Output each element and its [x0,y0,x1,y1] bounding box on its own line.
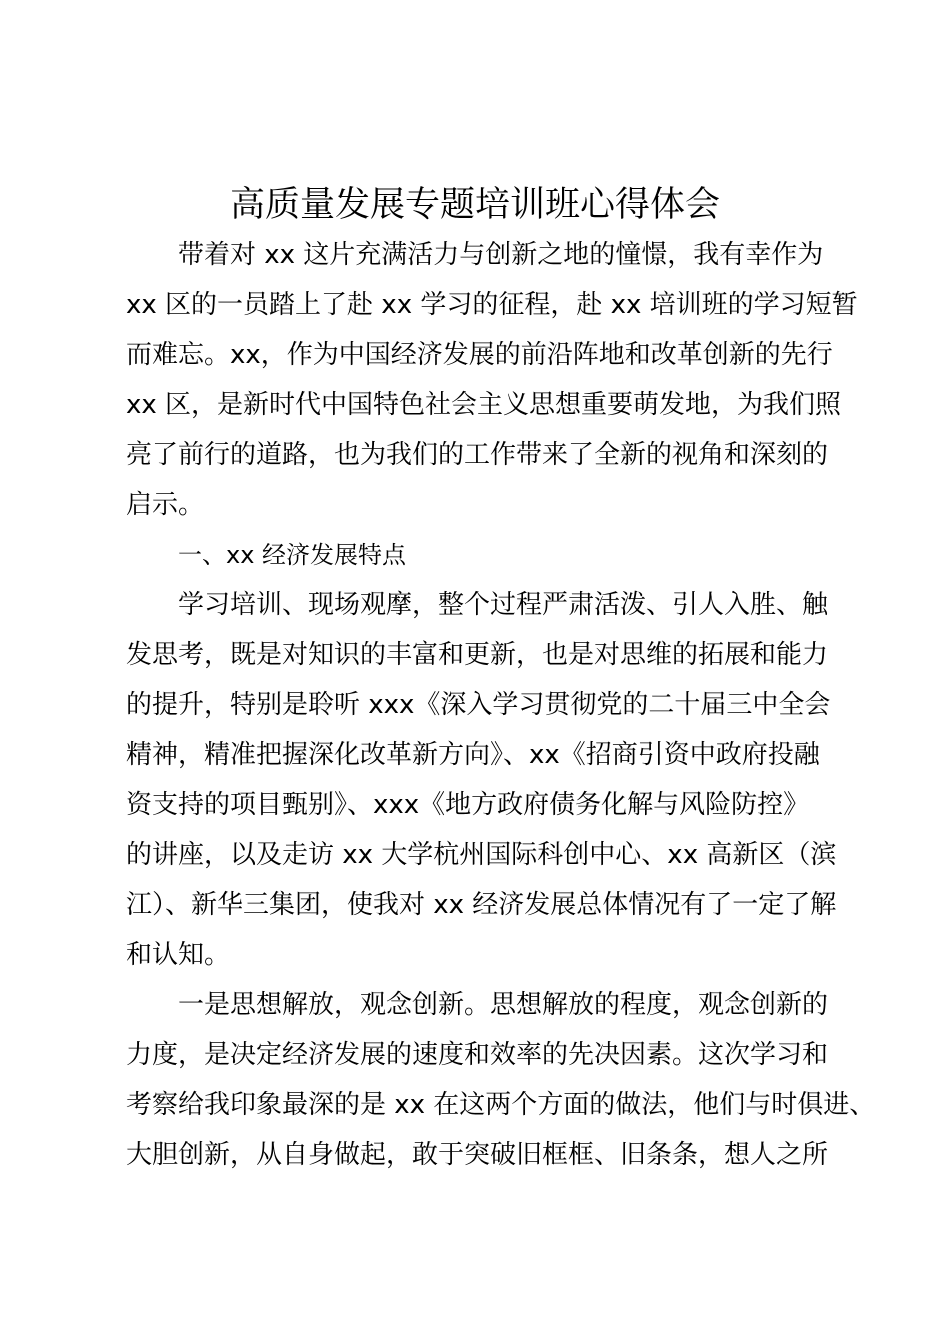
paragraph-mindset [126,980,876,1180]
paragraph-line: 江）、新华三集团，使我对 xx 经济发展总体情况有了一定了解 [126,890,837,920]
document-title: 高质量发展专题培训班心得体会 [229,185,720,225]
paragraph-line: 启示。 [126,490,205,520]
paragraph-line: 大胆创新，从自身做起，敢于突破旧框框、旧条条，想人之所 [126,1140,829,1170]
paragraph-line: 的提升，特别是聆听 xxx《深入学习贯彻党的二十届三中全会 [126,690,831,720]
paragraph-line: 和认知。 [126,940,231,970]
paragraph-line: 而难忘。xx，作为中国经济发展的前沿阵地和改革创新的先行 [126,340,833,370]
paragraph-line: 力度，是决定经济发展的速度和效率的先决因素。这次学习和 [126,1040,829,1070]
paragraph-intro [126,230,858,530]
section-heading-text: 一、xx 经济发展特点 [178,541,407,569]
paragraph-line: 资支持的项目甄别》、xxx《地方政府债务化解与风险防控》 [126,790,810,820]
paragraph-line: 亮了前行的道路，也为我们的工作带来了全新的视角和深刻的 [126,440,829,470]
paragraph-line: 考察给我印象最深的是 xx 在这两个方面的做法，他们与时俱进、 [126,1090,876,1120]
paragraph-line: 带着对 xx 这片充满活力与创新之地的憧憬，我有幸作为 [178,240,824,270]
paragraph-line: 一是思想解放，观念创新。思想解放的程度，观念创新的 [178,990,829,1020]
paragraph-training [126,580,838,980]
paragraph-line: 发思考，既是对知识的丰富和更新，也是对思维的拓展和能力 [126,640,829,670]
document-body [126,230,876,1180]
paragraph-line: 学习培训、现场观摩，整个过程严肃活泼、引人入胜、触 [178,590,829,620]
paragraph-line: 精神，精准把握深化改革新方向》、xx《招商引资中政府投融 [126,740,820,770]
paragraph-line: xx 区的一员踏上了赴 xx 学习的征程，赴 xx 培训班的学习短暂 [126,290,858,320]
section-heading [126,530,838,580]
paragraph-line: 的讲座，以及走访 xx 大学杭州国际科创中心、xx 高新区（滨 [126,840,837,870]
paragraph-line: xx 区，是新时代中国特色社会主义思想重要萌发地，为我们照 [126,390,842,420]
